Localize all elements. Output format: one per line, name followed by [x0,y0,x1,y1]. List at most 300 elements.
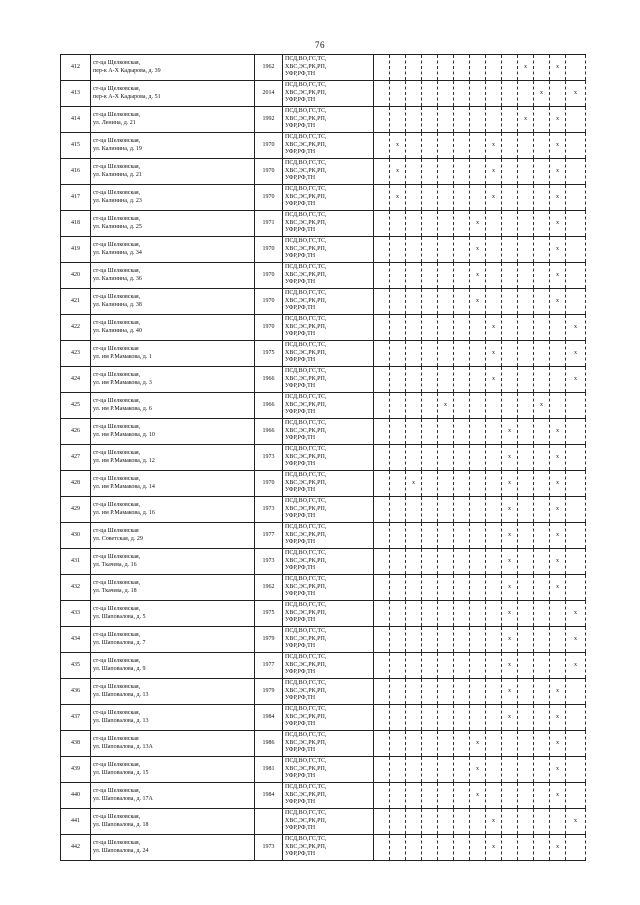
mark-cell [470,159,486,185]
row-number: 429 [61,497,91,523]
table-row [61,55,586,81]
address-line-2: ул. Шаповалова, д. 9 [93,665,146,672]
mark-cell [422,159,438,185]
mark-cell [374,133,390,159]
year-cell: 1970 [255,185,283,211]
mark-cell [566,445,586,471]
year-cell: 1966 [255,419,283,445]
mark-cell [454,289,470,315]
address-line-2: ул. Калинина, д. 21 [93,171,142,178]
codes-line-1: ПСД,ВО,ГС,ТС, [285,602,327,609]
address-cell [91,731,255,757]
mark-cell [374,575,390,601]
mark-x: x [508,453,511,460]
mark-cell [470,783,486,809]
mark-cell [518,289,534,315]
year-cell: 1975 [255,341,283,367]
mark-cell [566,835,586,861]
mark-cell [518,237,534,263]
mark-cell [422,809,438,835]
mark-cell [550,315,566,341]
codes-line-2: ХВС,ЭС,РК,РП, [285,817,327,824]
address-cell [91,653,255,679]
address-line-1: ст-ца Шелковская [93,735,139,742]
address-line-1: ст-ца Шелковская, [93,501,141,508]
mark-cell [438,627,454,653]
mark-cell [502,575,518,601]
address-line-2: ул. Ткачева, д. 18 [93,587,137,594]
mark-cell [470,523,486,549]
address-line-1: ст-ца Шелковская [93,345,139,352]
mark-cell [422,679,438,705]
year-cell: 1973 [255,497,283,523]
mark-cell [486,211,502,237]
mark-cell [550,159,566,185]
mark-cell [406,601,422,627]
codes-line-1: ПСД,ВО,ГС,ТС, [285,420,327,427]
table-row [61,523,586,549]
codes-line-3: УФР,РФ,ТН [285,435,316,442]
mark-x: x [556,583,559,590]
mark-cell [406,185,422,211]
mark-cell [422,289,438,315]
mark-cell [390,471,406,497]
codes-line-3: УФР,РФ,ТН [285,539,316,546]
mark-cell [566,809,586,835]
mark-cell [422,107,438,133]
address-cell [91,575,255,601]
mark-cell [550,393,566,419]
mark-cell [502,133,518,159]
mark-cell [518,107,534,133]
year-cell: 1970 [255,315,283,341]
mark-cell [454,211,470,237]
mark-cell [390,367,406,393]
mark-cell [550,835,566,861]
mark-cell [374,835,390,861]
mark-cell [518,835,534,861]
mark-cell [518,185,534,211]
mark-cell [518,575,534,601]
mark-cell [422,185,438,211]
mark-cell [518,393,534,419]
codes-line-2: ХВС,ЭС,РК,РП, [285,713,327,720]
mark-cell [438,367,454,393]
address-line-2: ул. им Р.Мамакова, д. 3 [93,379,152,386]
mark-cell [374,809,390,835]
mark-cell [470,809,486,835]
table-row [61,497,586,523]
mark-cell [486,809,502,835]
codes-line-1: ПСД,ВО,ГС,ТС, [285,316,327,323]
mark-cell [534,81,550,107]
mark-cell [406,575,422,601]
mark-cell [374,81,390,107]
mark-cell [454,185,470,211]
table-row [61,341,586,367]
mark-cell [550,341,566,367]
codes-line-2: ХВС,ЭС,РК,РП, [285,297,327,304]
mark-cell [422,523,438,549]
mark-cell [566,731,586,757]
mark-x: x [492,167,495,174]
address-cell [91,627,255,653]
mark-x: x [476,271,479,278]
mark-cell [550,809,566,835]
codes-line-2: ХВС,ЭС,РК,РП, [285,557,327,564]
mark-x: x [556,141,559,148]
mark-cell [534,367,550,393]
address-cell [91,367,255,393]
mark-x: x [508,583,511,590]
row-number: 439 [61,757,91,783]
mark-cell [486,393,502,419]
year-cell: 1977 [255,523,283,549]
table-row [61,757,586,783]
mark-cell [470,679,486,705]
mark-cell [550,107,566,133]
mark-cell [534,653,550,679]
mark-cell [502,237,518,263]
address-line-1: ст-ца Шелковская, [93,267,141,274]
mark-cell [406,757,422,783]
mark-cell [550,133,566,159]
row-number: 440 [61,783,91,809]
mark-cell [534,783,550,809]
mark-cell [470,705,486,731]
table-row [61,731,586,757]
mark-cell [422,471,438,497]
mark-cell [406,237,422,263]
mark-cell [422,419,438,445]
codes-line-3: УФР,РФ,ТН [285,409,316,416]
mark-cell [470,211,486,237]
address-line-1: ст-ца Шелковская, [93,423,141,430]
row-number: 431 [61,549,91,575]
row-number: 425 [61,393,91,419]
mark-cell [422,133,438,159]
mark-cell [566,185,586,211]
row-number: 413 [61,81,91,107]
mark-x: x [476,245,479,252]
mark-cell [438,653,454,679]
codes-line-1: ПСД,ВО,ГС,ТС, [285,628,327,635]
codes-line-2: ХВС,ЭС,РК,РП, [285,323,327,330]
address-cell [91,783,255,809]
row-number: 434 [61,627,91,653]
mark-x: x [556,219,559,226]
mark-cell [374,679,390,705]
mark-x: x [508,713,511,720]
mark-cell [550,367,566,393]
mark-x: x [556,453,559,460]
mark-cell [566,757,586,783]
year-cell: 1970 [255,133,283,159]
mark-cell [374,367,390,393]
mark-cell [502,523,518,549]
address-line-2: ул. Шаповалова, д. 15 [93,769,149,776]
codes-cell [283,81,374,107]
address-line-1: ст-ца Шелковская, [93,189,141,196]
year-cell: 1973 [255,549,283,575]
mark-cell [438,185,454,211]
codes-cell [283,705,374,731]
year-cell: 1984 [255,705,283,731]
table-row [61,679,586,705]
mark-cell [518,263,534,289]
mark-x: x [574,817,577,824]
address-line-2: ул. Калинина, д. 36 [93,275,142,282]
mark-cell [566,471,586,497]
mark-cell [374,627,390,653]
codes-line-3: УФР,РФ,ТН [285,617,316,624]
mark-cell [550,523,566,549]
codes-line-3: УФР,РФ,ТН [285,227,316,234]
mark-cell [534,731,550,757]
mark-cell [502,835,518,861]
mark-cell [470,575,486,601]
codes-line-2: ХВС,ЭС,РК,РП, [285,739,327,746]
address-cell [91,393,255,419]
mark-cell [438,445,454,471]
mark-cell [550,289,566,315]
mark-x: x [476,765,479,772]
mark-cell [550,731,566,757]
year-cell: 1962 [255,575,283,601]
row-number: 441 [61,809,91,835]
mark-cell [438,107,454,133]
mark-cell [374,653,390,679]
codes-cell [283,211,374,237]
row-number: 422 [61,315,91,341]
codes-cell [283,731,374,757]
mark-x: x [508,687,511,694]
mark-x: x [556,531,559,538]
mark-cell [534,679,550,705]
table-row [61,653,586,679]
year-cell: 1970 [255,289,283,315]
mark-cell [438,81,454,107]
codes-cell [283,679,374,705]
codes-line-1: ПСД,ВО,ГС,ТС, [285,108,327,115]
mark-cell [470,289,486,315]
mark-cell [374,315,390,341]
address-line-1: ст-ца Шелковская, [93,605,141,612]
mark-cell [406,679,422,705]
row-number: 437 [61,705,91,731]
mark-cell [566,211,586,237]
mark-cell [486,133,502,159]
address-cell [91,237,255,263]
mark-cell [470,133,486,159]
mark-cell [534,471,550,497]
address-cell [91,549,255,575]
mark-cell [486,575,502,601]
codes-line-1: ПСД,ВО,ГС,ТС, [285,524,327,531]
codes-line-2: ХВС,ЭС,РК,РП, [285,115,327,122]
row-number: 416 [61,159,91,185]
mark-cell [406,445,422,471]
codes-line-3: УФР,РФ,ТН [285,591,316,598]
mark-cell [390,497,406,523]
mark-cell [374,419,390,445]
mark-cell [550,679,566,705]
mark-cell [534,601,550,627]
mark-cell [566,81,586,107]
mark-cell [550,627,566,653]
codes-line-3: УФР,РФ,ТН [285,71,316,78]
mark-cell [502,263,518,289]
mark-cell [518,81,534,107]
address-cell [91,445,255,471]
codes-cell [283,315,374,341]
mark-x: x [508,427,511,434]
address-line-2: ул. Шаповалова, д. 24 [93,847,149,854]
year-cell: 1970 [255,471,283,497]
mark-cell [374,289,390,315]
address-line-1: ст-ца Шелковская, [93,761,141,768]
mark-x: x [540,89,543,96]
mark-cell [550,419,566,445]
mark-cell [454,133,470,159]
codes-cell [283,601,374,627]
mark-cell [438,679,454,705]
mark-cell [374,263,390,289]
mark-x: x [508,609,511,616]
address-line-1: ст-ца Шелковская, [93,475,141,482]
mark-x: x [556,427,559,434]
codes-cell [283,523,374,549]
mark-cell [422,55,438,81]
mark-x: x [508,505,511,512]
mark-cell [566,497,586,523]
address-line-1: ст-ца Шелковская, [93,397,141,404]
codes-line-2: ХВС,ЭС,РК,РП, [285,427,327,434]
address-line-2: пер-к А-Х Кадырова, д. 51 [93,93,161,100]
mark-cell [454,55,470,81]
table-row [61,367,586,393]
table-row [61,211,586,237]
mark-cell [390,809,406,835]
mark-cell [422,627,438,653]
codes-cell [283,55,374,81]
codes-cell [283,133,374,159]
address-line-1: ст-ца Шелковская, [93,163,141,170]
row-number: 420 [61,263,91,289]
mark-cell [454,471,470,497]
mark-cell [470,419,486,445]
mark-cell [566,393,586,419]
mark-cell [518,653,534,679]
mark-cell [422,367,438,393]
mark-cell [486,705,502,731]
address-line-1: ст-ца Шелковская, [93,293,141,300]
mark-cell [486,341,502,367]
mark-cell [518,471,534,497]
mark-cell [422,315,438,341]
mark-x: x [556,297,559,304]
mark-cell [438,315,454,341]
address-line-2: ул. им Р.Мамакова, д. 14 [93,483,155,490]
mark-cell [422,731,438,757]
row-number: 419 [61,237,91,263]
mark-cell [502,783,518,809]
table-row [61,705,586,731]
mark-cell [454,731,470,757]
mark-x: x [556,713,559,720]
mark-cell [486,445,502,471]
mark-cell [390,55,406,81]
mark-cell [502,341,518,367]
mark-cell [534,159,550,185]
mark-cell [534,419,550,445]
mark-cell [534,523,550,549]
codes-line-1: ПСД,ВО,ГС,ТС, [285,472,327,479]
year-cell: 1966 [255,367,283,393]
mark-cell [390,159,406,185]
mark-cell [566,783,586,809]
codes-line-2: ХВС,ЭС,РК,РП, [285,453,327,460]
mark-cell [566,419,586,445]
mark-cell [534,107,550,133]
mark-cell [486,81,502,107]
mark-cell [438,523,454,549]
address-cell [91,341,255,367]
mark-cell [502,601,518,627]
codes-line-1: ПСД,ВО,ГС,ТС, [285,394,327,401]
year-cell: 1973 [255,835,283,861]
mark-cell [550,783,566,809]
mark-cell [454,523,470,549]
mark-cell [390,679,406,705]
mark-cell [438,757,454,783]
mark-cell [390,393,406,419]
year-cell: 1970 [255,237,283,263]
mark-cell [422,835,438,861]
address-line-2: ул. Калинина, д. 34 [93,249,142,256]
mark-cell [518,445,534,471]
mark-cell [390,445,406,471]
mark-cell [534,341,550,367]
mark-cell [454,783,470,809]
mark-cell [438,471,454,497]
mark-cell [390,757,406,783]
mark-x: x [556,557,559,564]
mark-cell [390,627,406,653]
mark-x: x [556,63,559,70]
mark-cell [374,601,390,627]
mark-cell [422,237,438,263]
codes-cell [283,419,374,445]
mark-x: x [396,141,399,148]
address-line-1: ст-ца Шелковская, [93,241,141,248]
codes-line-2: ХВС,ЭС,РК,РП, [285,531,327,538]
mark-cell [518,133,534,159]
mark-cell [438,393,454,419]
mark-cell [550,211,566,237]
codes-cell [283,783,374,809]
mark-cell [374,731,390,757]
address-line-2: ул. Шаповалова, д. 13А [93,743,153,750]
mark-cell [502,185,518,211]
year-cell: 1966 [255,393,283,419]
mark-x: x [556,765,559,772]
mark-cell [390,107,406,133]
mark-cell [390,731,406,757]
mark-cell [534,575,550,601]
address-line-1: ст-ца Шелковская, [93,787,141,794]
mark-x: x [574,635,577,642]
